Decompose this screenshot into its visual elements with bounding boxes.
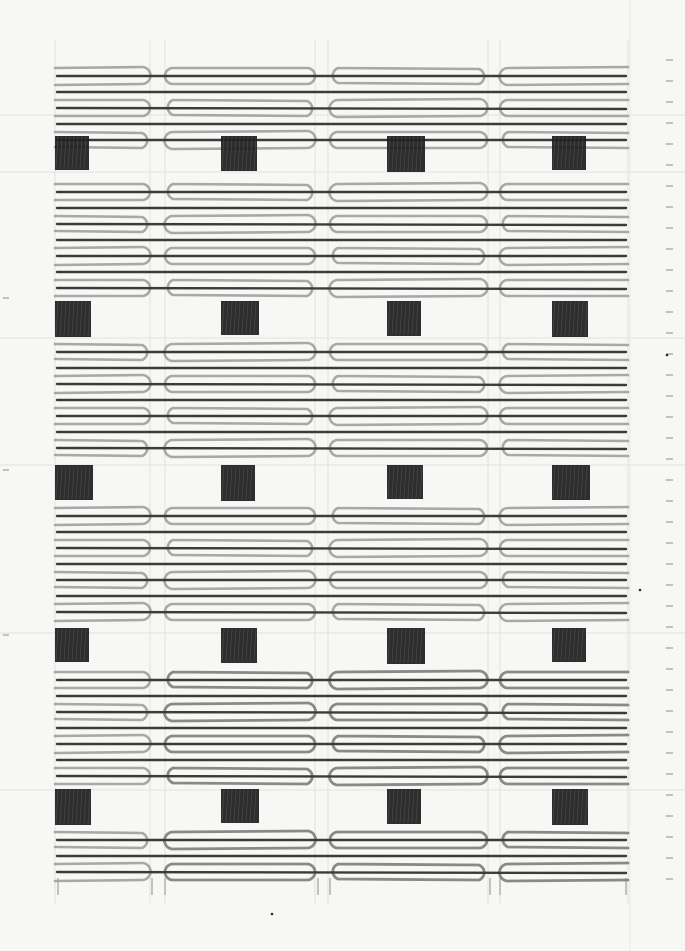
shaded-block: [221, 301, 259, 335]
shaded-block: [387, 465, 423, 499]
shaded-block: [387, 136, 425, 172]
shaded-block: [387, 789, 421, 824]
shaded-block: [552, 136, 586, 170]
shaded-block: [55, 628, 89, 662]
shaded-block: [552, 789, 588, 825]
shaded-block: [552, 301, 588, 337]
stray-mark: [271, 913, 274, 916]
shaded-block: [221, 136, 257, 171]
horizontal-rule: [57, 384, 626, 385]
horizontal-rule: [57, 548, 626, 549]
stray-mark: [666, 354, 669, 357]
shaded-block: [552, 628, 586, 662]
shaded-block: [387, 301, 421, 336]
horizontal-rule: [57, 448, 626, 449]
stray-mark: [639, 589, 642, 592]
shaded-block: [55, 465, 93, 500]
horizontal-rule: [57, 712, 626, 713]
horizontal-rule: [57, 288, 626, 289]
shaded-block: [55, 136, 89, 170]
shaded-block: [55, 301, 91, 337]
shaded-block: [55, 789, 91, 825]
shaded-block: [387, 628, 425, 664]
horizontal-rule: [57, 776, 626, 777]
shaded-block: [221, 789, 259, 823]
shaded-block: [552, 465, 590, 500]
shaded-block: [221, 628, 257, 663]
horizontal-rule: [57, 108, 626, 109]
shaded-block: [221, 465, 255, 501]
horizontal-rule: [57, 872, 626, 873]
horizontal-rule: [57, 612, 626, 613]
horizontal-rule: [57, 224, 626, 225]
